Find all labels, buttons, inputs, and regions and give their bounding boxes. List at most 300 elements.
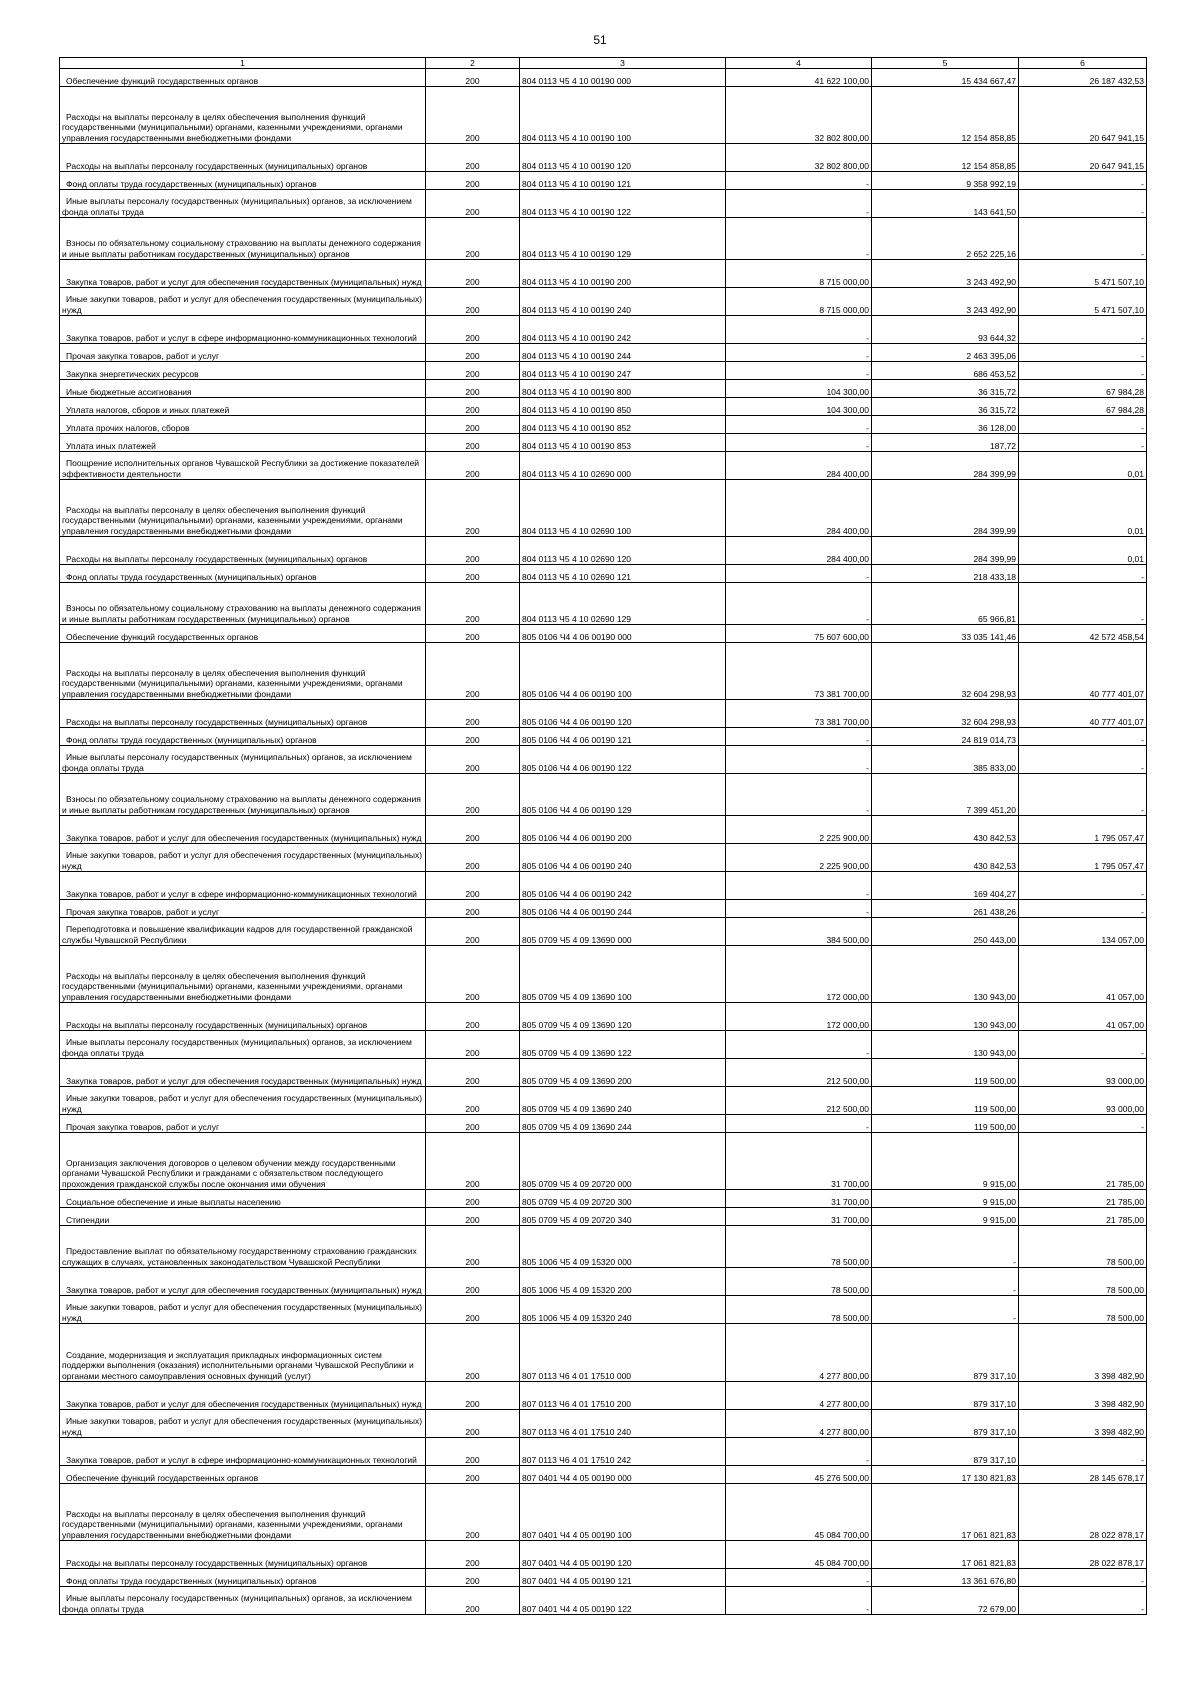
item-name-text: Прочая закупка товаров, работ и услуг: [66, 906, 220, 917]
table-row: [60, 872, 1147, 900]
approved-appropriations-cell: -: [726, 1115, 872, 1133]
approved-appropriations-cell: 2 225 900,00: [726, 844, 872, 872]
table-body: [60, 69, 1147, 1615]
executed-amount-cell: 15 434 667,47: [872, 69, 1019, 87]
item-name-text: Взносы по обязательному социальному страхованию на выплаты денежного содержания и иные выплаты работникам государственных (муниципальных) органов: [62, 603, 421, 624]
line-code-cell: 200: [426, 946, 520, 1003]
executed-amount-cell: 9 358 992,19: [872, 172, 1019, 190]
budget-classification-code-cell: 804 0113 Ч5 4 10 00190 244: [520, 344, 726, 362]
approved-appropriations-cell: 45 084 700,00: [726, 1484, 872, 1541]
executed-amount-cell: 686 453,52: [872, 362, 1019, 380]
approved-appropriations-cell: -: [726, 316, 872, 344]
approved-appropriations-cell: -: [726, 1438, 872, 1466]
budget-classification-code-cell: 804 0113 Ч5 4 10 00190 120: [520, 144, 726, 172]
approved-appropriations-cell: 45 276 500,00: [726, 1466, 872, 1484]
unexecuted-amount-cell: -: [1019, 190, 1147, 218]
executed-amount-cell: 65 966,81: [872, 583, 1019, 625]
table-row: [60, 816, 1147, 844]
item-name-text: Иные закупки товаров, работ и услуг для обеспечения государственных (муниципальных) нужд: [62, 1416, 423, 1437]
executed-amount-cell: 284 399,99: [872, 452, 1019, 480]
unexecuted-amount-cell: 21 785,00: [1019, 1208, 1147, 1226]
approved-appropriations-cell: -: [726, 746, 872, 774]
item-name-cell: [60, 398, 426, 416]
table-row: [60, 1059, 1147, 1087]
table-row: [60, 1466, 1147, 1484]
table-row: [60, 380, 1147, 398]
line-code-cell: 200: [426, 1226, 520, 1268]
approved-appropriations-cell: 32 802 800,00: [726, 87, 872, 144]
unexecuted-amount-cell: 41 057,00: [1019, 946, 1147, 1003]
item-name-text: Уплата налогов, сборов и иных платежей: [66, 404, 230, 415]
line-code-cell: 200: [426, 700, 520, 728]
unexecuted-amount-cell: 78 500,00: [1019, 1226, 1147, 1268]
column-header: 3: [520, 58, 726, 69]
unexecuted-amount-cell: 21 785,00: [1019, 1133, 1147, 1190]
executed-amount-cell: 12 154 858,85: [872, 144, 1019, 172]
line-code-cell: 200: [426, 816, 520, 844]
item-name-text: Иные выплаты персоналу государственных (муниципальных) органов, за исключением фонда оплаты труда: [62, 752, 412, 773]
executed-amount-cell: 218 433,18: [872, 565, 1019, 583]
table-row: [60, 537, 1147, 565]
item-name-text: Иные выплаты персоналу государственных (муниципальных) органов, за исключением фонда оплаты труда: [62, 1593, 412, 1614]
table-row: [60, 1296, 1147, 1324]
approved-appropriations-cell: 284 400,00: [726, 537, 872, 565]
line-code-cell: 200: [426, 380, 520, 398]
item-name-cell: [60, 1569, 426, 1587]
item-name-text: Расходы на выплаты персоналу государственных (муниципальных) органов: [66, 553, 368, 564]
item-name-text: Фонд оплаты труда государственных (муниципальных) органов: [66, 734, 317, 745]
item-name-text: Иные закупки товаров, работ и услуг для обеспечения государственных (муниципальных) нужд: [62, 850, 423, 871]
item-name-cell: [60, 565, 426, 583]
approved-appropriations-cell: 104 300,00: [726, 398, 872, 416]
approved-appropriations-cell: 2 225 900,00: [726, 816, 872, 844]
unexecuted-amount-cell: 20 647 941,15: [1019, 144, 1147, 172]
executed-amount-cell: 130 943,00: [872, 1031, 1019, 1059]
item-name-cell: [60, 87, 426, 144]
line-code-cell: 200: [426, 643, 520, 700]
unexecuted-amount-cell: -: [1019, 344, 1147, 362]
executed-amount-cell: 17 061 821,83: [872, 1541, 1019, 1569]
budget-classification-code-cell: 805 0106 Ч4 4 06 00190 000: [520, 625, 726, 643]
table-row: [60, 480, 1147, 537]
table-row: [60, 1190, 1147, 1208]
budget-classification-code-cell: 805 0106 Ч4 4 06 00190 129: [520, 774, 726, 816]
item-name-cell: [60, 1541, 426, 1569]
item-name-text: Расходы на выплаты персоналу государственных (муниципальных) органов: [66, 1019, 368, 1030]
table-row: [60, 1031, 1147, 1059]
table-row: [60, 1208, 1147, 1226]
line-code-cell: 200: [426, 1569, 520, 1587]
item-name-text: Организация заключения договоров о целевом обучении между государственными органами Чувашской Республики и гражданами с обязательством последующего прохождения гражданской службы после окончания ими обучения: [62, 1157, 396, 1189]
line-code-cell: 200: [426, 1296, 520, 1324]
item-name-text: Расходы на выплаты персоналу в целях обеспечения выполнения функций государственными (муниципальными) органами, казенными учреждениями, органами управления государственными внебюджетными фондами: [62, 667, 403, 699]
approved-appropriations-cell: -: [726, 434, 872, 452]
item-name-text: Обеспечение функций государственных органов: [66, 75, 259, 86]
line-code-cell: 200: [426, 1466, 520, 1484]
unexecuted-amount-cell: 3 398 482,90: [1019, 1410, 1147, 1438]
line-code-cell: 200: [426, 218, 520, 260]
table-row: [60, 1410, 1147, 1438]
item-name-cell: [60, 1031, 426, 1059]
line-code-cell: 200: [426, 452, 520, 480]
executed-amount-cell: 119 500,00: [872, 1087, 1019, 1115]
budget-classification-code-cell: 804 0113 Ч5 4 10 00190 240: [520, 288, 726, 316]
approved-appropriations-cell: -: [726, 872, 872, 900]
item-name-cell: [60, 643, 426, 700]
item-name-cell: [60, 844, 426, 872]
item-name-cell: [60, 434, 426, 452]
budget-classification-code-cell: 805 0709 Ч5 4 09 20720 340: [520, 1208, 726, 1226]
unexecuted-amount-cell: 28 145 678,17: [1019, 1466, 1147, 1484]
unexecuted-amount-cell: -: [1019, 774, 1147, 816]
executed-amount-cell: 17 061 821,83: [872, 1484, 1019, 1541]
unexecuted-amount-cell: 28 022 878,17: [1019, 1484, 1147, 1541]
item-name-cell: [60, 316, 426, 344]
line-code-cell: 200: [426, 1115, 520, 1133]
executed-amount-cell: 385 833,00: [872, 746, 1019, 774]
item-name-text: Обеспечение функций государственных органов: [66, 631, 259, 642]
budget-classification-code-cell: 807 0401 Ч4 4 05 00190 120: [520, 1541, 726, 1569]
line-code-cell: 200: [426, 288, 520, 316]
executed-amount-cell: 2 463 395,06: [872, 344, 1019, 362]
unexecuted-amount-cell: -: [1019, 434, 1147, 452]
table-row: [60, 1438, 1147, 1466]
unexecuted-amount-cell: 28 022 878,17: [1019, 1541, 1147, 1569]
table-row: [60, 583, 1147, 625]
executed-amount-cell: 187,72: [872, 434, 1019, 452]
line-code-cell: 200: [426, 362, 520, 380]
table-row: [60, 700, 1147, 728]
line-code-cell: 200: [426, 416, 520, 434]
line-code-cell: 200: [426, 316, 520, 344]
item-name-text: Расходы на выплаты персоналу в целях обеспечения выполнения функций государственными (муниципальными) органами, казенными учреждениями, органами управления государственными внебюджетными фондами: [62, 504, 403, 536]
table-row: [60, 1003, 1147, 1031]
budget-classification-code-cell: 805 0106 Ч4 4 06 00190 120: [520, 700, 726, 728]
unexecuted-amount-cell: 40 777 401,07: [1019, 643, 1147, 700]
approved-appropriations-cell: -: [726, 565, 872, 583]
item-name-cell: [60, 1466, 426, 1484]
budget-classification-code-cell: 804 0113 Ч5 4 10 00190 200: [520, 260, 726, 288]
unexecuted-amount-cell: -: [1019, 172, 1147, 190]
unexecuted-amount-cell: 3 398 482,90: [1019, 1324, 1147, 1382]
executed-amount-cell: 9 915,00: [872, 1133, 1019, 1190]
line-code-cell: 200: [426, 144, 520, 172]
item-name-cell: [60, 816, 426, 844]
approved-appropriations-cell: -: [726, 416, 872, 434]
unexecuted-amount-cell: -: [1019, 316, 1147, 344]
line-code-cell: 200: [426, 87, 520, 144]
budget-classification-code-cell: 807 0113 Ч6 4 01 17510 000: [520, 1324, 726, 1382]
line-code-cell: 200: [426, 344, 520, 362]
approved-appropriations-cell: 78 500,00: [726, 1226, 872, 1268]
item-name-cell: [60, 946, 426, 1003]
approved-appropriations-cell: 8 715 000,00: [726, 288, 872, 316]
unexecuted-amount-cell: 93 000,00: [1019, 1059, 1147, 1087]
budget-classification-code-cell: 805 0106 Ч4 4 06 00190 240: [520, 844, 726, 872]
table-row: [60, 69, 1147, 87]
item-name-text: Переподготовка и повышение квалификации кадров для государственной гражданской службы Чувашской Республики: [62, 924, 413, 945]
approved-appropriations-cell: 31 700,00: [726, 1208, 872, 1226]
item-name-text: Создание, модернизация и эксплуатация прикладных информационных систем поддержки выполнения (оказания) исполнительными органами Чувашской Республики и органами местного самоуправления основных функций (услуг): [62, 1349, 414, 1381]
line-code-cell: 200: [426, 844, 520, 872]
approved-appropriations-cell: 4 277 800,00: [726, 1382, 872, 1410]
budget-classification-code-cell: 805 0106 Ч4 4 06 00190 244: [520, 900, 726, 918]
item-name-text: Предоставление выплат по обязательному государственному страхованию гражданских служащих в случаях, установленных законодательством Чувашской Республики: [62, 1246, 417, 1267]
approved-appropriations-cell: -: [726, 362, 872, 380]
line-code-cell: 200: [426, 69, 520, 87]
approved-appropriations-cell: 78 500,00: [726, 1296, 872, 1324]
line-code-cell: 200: [426, 1382, 520, 1410]
item-name-text: Стипендии: [66, 1214, 110, 1225]
table-row: [60, 643, 1147, 700]
column-number-header-row: [60, 58, 1147, 69]
executed-amount-cell: -: [872, 1268, 1019, 1296]
item-name-cell: [60, 1115, 426, 1133]
budget-classification-code-cell: 807 0401 Ч4 4 05 00190 122: [520, 1587, 726, 1615]
item-name-cell: [60, 172, 426, 190]
unexecuted-amount-cell: -: [1019, 746, 1147, 774]
line-code-cell: 200: [426, 434, 520, 452]
table-row: [60, 900, 1147, 918]
table-row: [60, 87, 1147, 144]
item-name-text: Прочая закупка товаров, работ и услуг: [66, 350, 220, 361]
budget-classification-code-cell: 807 0401 Ч4 4 05 00190 000: [520, 1466, 726, 1484]
budget-classification-code-cell: 804 0113 Ч5 4 10 02690 100: [520, 480, 726, 537]
table-row: [60, 946, 1147, 1003]
budget-classification-code-cell: 804 0113 Ч5 4 10 00190 100: [520, 87, 726, 144]
budget-classification-code-cell: 804 0113 Ч5 4 10 02690 129: [520, 583, 726, 625]
executed-amount-cell: 130 943,00: [872, 1003, 1019, 1031]
line-code-cell: 200: [426, 1031, 520, 1059]
unexecuted-amount-cell: -: [1019, 362, 1147, 380]
budget-classification-code-cell: 805 0709 Ч5 4 09 20720 000: [520, 1133, 726, 1190]
executed-amount-cell: 32 604 298,93: [872, 643, 1019, 700]
budget-classification-code-cell: 805 0709 Ч5 4 09 13690 100: [520, 946, 726, 1003]
table-row: [60, 1541, 1147, 1569]
item-name-cell: [60, 728, 426, 746]
table-row: [60, 774, 1147, 816]
executed-amount-cell: 93 644,32: [872, 316, 1019, 344]
budget-classification-code-cell: 805 0709 Ч5 4 09 13690 244: [520, 1115, 726, 1133]
unexecuted-amount-cell: 5 471 507,10: [1019, 288, 1147, 316]
budget-classification-code-cell: 804 0113 Ч5 4 10 00190 853: [520, 434, 726, 452]
table-row: [60, 728, 1147, 746]
budget-classification-code-cell: 804 0113 Ч5 4 10 00190 000: [520, 69, 726, 87]
unexecuted-amount-cell: 78 500,00: [1019, 1268, 1147, 1296]
line-code-cell: 200: [426, 1587, 520, 1615]
item-name-cell: [60, 1190, 426, 1208]
item-name-text: Иные выплаты персоналу государственных (муниципальных) органов, за исключением фонда оплаты труда: [62, 1037, 412, 1058]
table-row: [60, 416, 1147, 434]
executed-amount-cell: 879 317,10: [872, 1382, 1019, 1410]
unexecuted-amount-cell: -: [1019, 583, 1147, 625]
approved-appropriations-cell: 78 500,00: [726, 1268, 872, 1296]
executed-amount-cell: 3 243 492,90: [872, 260, 1019, 288]
item-name-text: Фонд оплаты труда государственных (муниципальных) органов: [66, 178, 317, 189]
unexecuted-amount-cell: -: [1019, 900, 1147, 918]
budget-execution-table: [59, 57, 1147, 1615]
approved-appropriations-cell: 8 715 000,00: [726, 260, 872, 288]
item-name-text: Социальное обеспечение и иные выплаты населению: [66, 1196, 281, 1207]
approved-appropriations-cell: 45 084 700,00: [726, 1541, 872, 1569]
unexecuted-amount-cell: 1 795 057,47: [1019, 844, 1147, 872]
executed-amount-cell: 879 317,10: [872, 1438, 1019, 1466]
item-name-text: Закупка товаров, работ и услуг для обеспечения государственных (муниципальных) нужд: [66, 1284, 422, 1295]
item-name-text: Взносы по обязательному социальному страхованию на выплаты денежного содержания и иные выплаты работникам государственных (муниципальных) органов: [62, 794, 421, 815]
item-name-text: Расходы на выплаты персоналу государственных (муниципальных) органов: [66, 716, 368, 727]
line-code-cell: 200: [426, 1133, 520, 1190]
unexecuted-amount-cell: 3 398 482,90: [1019, 1382, 1147, 1410]
item-name-text: Иные закупки товаров, работ и услуг для обеспечения государственных (муниципальных) нужд: [62, 1302, 423, 1323]
budget-classification-code-cell: 805 1006 Ч5 4 09 15320 000: [520, 1226, 726, 1268]
executed-amount-cell: 36 128,00: [872, 416, 1019, 434]
item-name-cell: [60, 1484, 426, 1541]
table-row: [60, 1226, 1147, 1268]
line-code-cell: 200: [426, 583, 520, 625]
unexecuted-amount-cell: 40 777 401,07: [1019, 700, 1147, 728]
unexecuted-amount-cell: 0,01: [1019, 480, 1147, 537]
executed-amount-cell: 2 652 225,16: [872, 218, 1019, 260]
item-name-cell: [60, 900, 426, 918]
item-name-cell: [60, 416, 426, 434]
unexecuted-amount-cell: 93 000,00: [1019, 1087, 1147, 1115]
table-row: [60, 1324, 1147, 1382]
item-name-cell: [60, 1003, 426, 1031]
line-code-cell: 200: [426, 1324, 520, 1382]
budget-classification-code-cell: 804 0113 Ч5 4 10 00190 247: [520, 362, 726, 380]
item-name-cell: [60, 362, 426, 380]
item-name-cell: [60, 190, 426, 218]
budget-classification-code-cell: 805 0106 Ч4 4 06 00190 242: [520, 872, 726, 900]
table-row: [60, 844, 1147, 872]
approved-appropriations-cell: 384 500,00: [726, 918, 872, 946]
item-name-cell: [60, 583, 426, 625]
item-name-cell: [60, 1087, 426, 1115]
table-row: [60, 434, 1147, 452]
budget-classification-code-cell: 807 0113 Ч6 4 01 17510 200: [520, 1382, 726, 1410]
approved-appropriations-cell: 41 622 100,00: [726, 69, 872, 87]
item-name-text: Иные выплаты персоналу государственных (муниципальных) органов, за исключением фонда оплаты труда: [62, 196, 412, 217]
table-row: [60, 316, 1147, 344]
table-row: [60, 172, 1147, 190]
executed-amount-cell: 9 915,00: [872, 1190, 1019, 1208]
approved-appropriations-cell: -: [726, 218, 872, 260]
executed-amount-cell: 119 500,00: [872, 1115, 1019, 1133]
line-code-cell: 200: [426, 774, 520, 816]
unexecuted-amount-cell: 0,01: [1019, 452, 1147, 480]
budget-classification-code-cell: 804 0113 Ч5 4 10 00190 242: [520, 316, 726, 344]
executed-amount-cell: -: [872, 1226, 1019, 1268]
approved-appropriations-cell: 104 300,00: [726, 380, 872, 398]
executed-amount-cell: 9 915,00: [872, 1208, 1019, 1226]
approved-appropriations-cell: 4 277 800,00: [726, 1410, 872, 1438]
item-name-cell: [60, 144, 426, 172]
line-code-cell: 200: [426, 480, 520, 537]
budget-classification-code-cell: 805 0106 Ч4 4 06 00190 121: [520, 728, 726, 746]
executed-amount-cell: 7 399 451,20: [872, 774, 1019, 816]
item-name-cell: [60, 537, 426, 565]
unexecuted-amount-cell: -: [1019, 1587, 1147, 1615]
line-code-cell: 200: [426, 1438, 520, 1466]
budget-classification-code-cell: 804 0113 Ч5 4 10 00190 121: [520, 172, 726, 190]
item-name-text: Закупка энергетических ресурсов: [66, 368, 199, 379]
approved-appropriations-cell: 73 381 700,00: [726, 700, 872, 728]
budget-classification-code-cell: 805 0709 Ч5 4 09 13690 120: [520, 1003, 726, 1031]
line-code-cell: 200: [426, 398, 520, 416]
item-name-text: Закупка товаров, работ и услуг для обеспечения государственных (муниципальных) нужд: [66, 276, 422, 287]
executed-amount-cell: 879 317,10: [872, 1324, 1019, 1382]
line-code-cell: 200: [426, 728, 520, 746]
budget-classification-code-cell: 805 1006 Ч5 4 09 15320 200: [520, 1268, 726, 1296]
table-row: [60, 218, 1147, 260]
table-row: [60, 362, 1147, 380]
item-name-text: Расходы на выплаты персоналу в целях обеспечения выполнения функций государственными (муниципальными) органами, казенными учреждениями, органами управления государственными внебюджетными фондами: [62, 970, 403, 1002]
item-name-text: Обеспечение функций государственных органов: [66, 1472, 259, 1483]
unexecuted-amount-cell: 26 187 432,53: [1019, 69, 1147, 87]
budget-classification-code-cell: 804 0113 Ч5 4 10 02690 121: [520, 565, 726, 583]
line-code-cell: 200: [426, 537, 520, 565]
item-name-cell: [60, 218, 426, 260]
executed-amount-cell: 13 361 676,80: [872, 1569, 1019, 1587]
unexecuted-amount-cell: 78 500,00: [1019, 1296, 1147, 1324]
item-name-text: Закупка товаров, работ и услуг для обеспечения государственных (муниципальных) нужд: [66, 1398, 422, 1409]
item-name-text: Закупка товаров, работ и услуг в сфере информационно-коммуникационных технологий: [66, 332, 417, 343]
line-code-cell: 200: [426, 746, 520, 774]
table-row: [60, 1087, 1147, 1115]
line-code-cell: 200: [426, 1087, 520, 1115]
item-name-text: Закупка товаров, работ и услуг для обеспечения государственных (муниципальных) нужд: [66, 1075, 422, 1086]
unexecuted-amount-cell: -: [1019, 1115, 1147, 1133]
approved-appropriations-cell: 172 000,00: [726, 946, 872, 1003]
item-name-cell: [60, 1324, 426, 1382]
unexecuted-amount-cell: 5 471 507,10: [1019, 260, 1147, 288]
line-code-cell: 200: [426, 918, 520, 946]
budget-classification-code-cell: 807 0113 Ч6 4 01 17510 242: [520, 1438, 726, 1466]
budget-classification-code-cell: 805 1006 Ч5 4 09 15320 240: [520, 1296, 726, 1324]
executed-amount-cell: 119 500,00: [872, 1059, 1019, 1087]
table-row: [60, 625, 1147, 643]
item-name-cell: [60, 1382, 426, 1410]
budget-classification-code-cell: 804 0113 Ч5 4 10 02690 120: [520, 537, 726, 565]
line-code-cell: 200: [426, 1003, 520, 1031]
unexecuted-amount-cell: -: [1019, 565, 1147, 583]
executed-amount-cell: 430 842,53: [872, 844, 1019, 872]
item-name-text: Расходы на выплаты персоналу государственных (муниципальных) органов: [66, 1557, 368, 1568]
item-name-cell: [60, 1268, 426, 1296]
line-code-cell: 200: [426, 1190, 520, 1208]
approved-appropriations-cell: 212 500,00: [726, 1087, 872, 1115]
table-row: [60, 1115, 1147, 1133]
approved-appropriations-cell: -: [726, 1569, 872, 1587]
line-code-cell: 200: [426, 1059, 520, 1087]
budget-classification-code-cell: 805 0709 Ч5 4 09 13690 240: [520, 1087, 726, 1115]
line-code-cell: 200: [426, 1484, 520, 1541]
table-row: [60, 288, 1147, 316]
executed-amount-cell: 284 399,99: [872, 537, 1019, 565]
budget-classification-code-cell: 807 0401 Ч4 4 05 00190 100: [520, 1484, 726, 1541]
item-name-text: Закупка товаров, работ и услуг в сфере информационно-коммуникационных технологий: [66, 1454, 417, 1465]
budget-classification-code-cell: 805 0709 Ч5 4 09 13690 000: [520, 918, 726, 946]
item-name-cell: [60, 1208, 426, 1226]
column-header: 2: [426, 58, 520, 69]
item-name-cell: [60, 918, 426, 946]
executed-amount-cell: 24 819 014,73: [872, 728, 1019, 746]
executed-amount-cell: 143 641,50: [872, 190, 1019, 218]
unexecuted-amount-cell: 41 057,00: [1019, 1003, 1147, 1031]
table-row: [60, 918, 1147, 946]
item-name-cell: [60, 288, 426, 316]
budget-classification-code-cell: 805 0709 Ч5 4 09 13690 122: [520, 1031, 726, 1059]
